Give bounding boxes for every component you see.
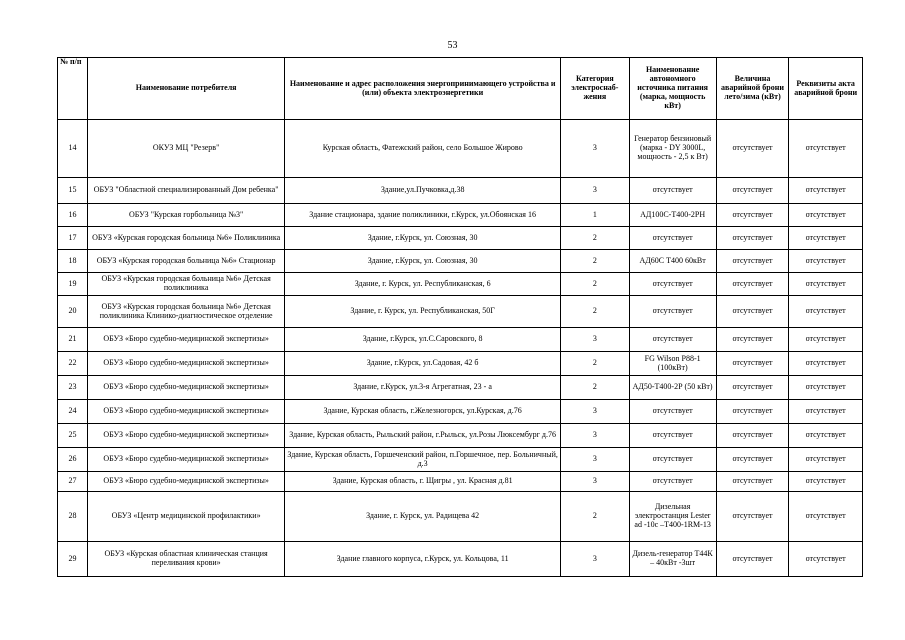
page-number: 53 <box>447 40 458 51</box>
reserve-value-cell: отсутствует <box>716 352 789 376</box>
category-cell: 3 <box>561 472 629 492</box>
address-cell: Здание, Курская область, Горшеченский район, п.Горшечное, пер. Больничный, д.3 <box>285 448 561 472</box>
category-cell: 3 <box>561 400 629 424</box>
emergency-power-table <box>57 57 863 577</box>
power-source-cell: отсутствует <box>629 273 716 296</box>
table-row <box>58 178 863 204</box>
reserve-value-cell: отсутствует <box>716 328 789 352</box>
address-cell: Здание, г.Курск, ул. Союзная, 30 <box>285 250 561 273</box>
table-row <box>58 400 863 424</box>
reserve-value-cell: отсутствует <box>716 376 789 400</box>
act-details-cell: отсутствует <box>789 400 863 424</box>
row-number-cell: 16 <box>58 204 88 227</box>
header-consumer-name: Наименование потребителя <box>88 58 285 120</box>
act-details-cell: отсутствует <box>789 448 863 472</box>
row-number-cell: 25 <box>58 424 88 448</box>
power-source-cell: АД100С-Т400-2РН <box>629 204 716 227</box>
power-source-cell: FG Wilson P88-1 (100кВт) <box>629 352 716 376</box>
power-source-cell: отсутствует <box>629 472 716 492</box>
power-source-cell: Дизель-генератор Т44К – 40кВт -3шт <box>629 542 716 577</box>
category-cell: 3 <box>561 424 629 448</box>
category-cell: 3 <box>561 448 629 472</box>
category-cell: 2 <box>561 250 629 273</box>
consumer-name-cell: ОБУЗ «Курская городская больница №6» Детская поликлиника Клинико-диагностическое отделение <box>88 296 285 328</box>
row-number-cell: 23 <box>58 376 88 400</box>
consumer-name-cell: ОБУЗ «Курская городская больница №6» Детская поликлиника <box>88 273 285 296</box>
act-details-cell: отсутствует <box>789 178 863 204</box>
category-cell: 2 <box>561 352 629 376</box>
power-source-cell: отсутствует <box>629 296 716 328</box>
category-cell: 2 <box>561 492 629 542</box>
row-number-cell: 22 <box>58 352 88 376</box>
table-row <box>58 448 863 472</box>
act-details-cell: отсутствует <box>789 376 863 400</box>
reserve-value-cell: отсутствует <box>716 227 789 250</box>
reserve-value-cell: отсутствует <box>716 492 789 542</box>
row-number-cell: 15 <box>58 178 88 204</box>
table-row <box>58 296 863 328</box>
address-cell: Здание, г.Курск, ул. Союзная, 30 <box>285 227 561 250</box>
header-category: Категория электроснаб-жения <box>561 58 629 120</box>
reserve-value-cell: отсутствует <box>716 120 789 178</box>
address-cell: Здание, г. Курск, ул. Республиканская, 50Г <box>285 296 561 328</box>
power-source-cell: отсутствует <box>629 178 716 204</box>
consumer-name-cell: ОБУЗ «Центр медицинской профилактики» <box>88 492 285 542</box>
row-number-cell: 14 <box>58 120 88 178</box>
reserve-value-cell: отсутствует <box>716 542 789 577</box>
act-details-cell: отсутствует <box>789 204 863 227</box>
row-number-cell: 17 <box>58 227 88 250</box>
reserve-value-cell: отсутствует <box>716 273 789 296</box>
table-row <box>58 204 863 227</box>
row-number-cell: 21 <box>58 328 88 352</box>
address-cell: Здание, Курская область, Рыльский район, г.Рыльск, ул.Розы Люксембург д.76 <box>285 424 561 448</box>
row-number-cell: 28 <box>58 492 88 542</box>
table-row <box>58 328 863 352</box>
address-cell: Здание, Курская область, г.Железногорск, ул.Курская, д.76 <box>285 400 561 424</box>
consumer-name-cell: ОБУЗ «Курская городская больница №6» Поликлиника <box>88 227 285 250</box>
address-cell: Здание, г.Курск, ул.Садовая, 42 б <box>285 352 561 376</box>
category-cell: 2 <box>561 227 629 250</box>
act-details-cell: отсутствует <box>789 542 863 577</box>
consumer-name-cell: ОБУЗ «Бюро судебно-медицинской экспертизы» <box>88 472 285 492</box>
row-number-cell: 24 <box>58 400 88 424</box>
power-source-cell: отсутствует <box>629 448 716 472</box>
address-cell: Здание, Курская область, г. Щигры , ул. Красная д.81 <box>285 472 561 492</box>
row-number-cell: 19 <box>58 273 88 296</box>
reserve-value-cell: отсутствует <box>716 250 789 273</box>
consumer-name-cell: ОБУЗ «Курская областная клиническая станция переливания крови» <box>88 542 285 577</box>
power-source-cell: Дизельная электростанция Lester ad -10с –Т400-1RM-13 <box>629 492 716 542</box>
consumer-name-cell: ОБУЗ «Бюро судебно-медицинской экспертизы» <box>88 424 285 448</box>
table-row <box>58 273 863 296</box>
consumer-name-cell: ОБУЗ «Бюро судебно-медицинской экспертизы» <box>88 400 285 424</box>
row-number-cell: 29 <box>58 542 88 577</box>
category-cell: 1 <box>561 204 629 227</box>
table-row <box>58 352 863 376</box>
reserve-value-cell: отсутствует <box>716 296 789 328</box>
act-details-cell: отсутствует <box>789 472 863 492</box>
header-power-source: Наименование автономного источника питания (марка, мощность кВт) <box>629 58 716 120</box>
act-details-cell: отсутствует <box>789 296 863 328</box>
address-cell: Здание, г. Курск, ул. Республиканская, 6 <box>285 273 561 296</box>
act-details-cell: отсутствует <box>789 120 863 178</box>
table-row <box>58 376 863 400</box>
table-header-row <box>58 58 863 120</box>
category-cell: 3 <box>561 120 629 178</box>
power-source-cell: Генератор бензиновый (марка - DY 3000L, мощность - 2,5 к Вт) <box>629 120 716 178</box>
header-number: № п/п <box>58 58 88 120</box>
category-cell: 2 <box>561 273 629 296</box>
consumer-name-cell: ОБУЗ «Бюро судебно-медицинской экспертизы» <box>88 448 285 472</box>
consumer-name-cell: ОБУЗ «Бюро судебно-медицинской экспертизы» <box>88 376 285 400</box>
table-row <box>58 424 863 448</box>
table-row <box>58 250 863 273</box>
row-number-cell: 20 <box>58 296 88 328</box>
address-cell: Курская область, Фатежский район, село Большое Жирово <box>285 120 561 178</box>
category-cell: 3 <box>561 542 629 577</box>
header-act-details: Реквизиты акта аварийной брони <box>789 58 863 120</box>
header-reserve-value: Величина аварийной брони лето/зима (кВт) <box>716 58 789 120</box>
category-cell: 2 <box>561 296 629 328</box>
table-row <box>58 542 863 577</box>
category-cell: 3 <box>561 178 629 204</box>
category-cell: 3 <box>561 328 629 352</box>
act-details-cell: отсутствует <box>789 328 863 352</box>
act-details-cell: отсутствует <box>789 352 863 376</box>
consumer-name-cell: ОБУЗ "Курская горбольница №3" <box>88 204 285 227</box>
address-cell: Здание стационара, здание поликлиники, г.Курск, ул.Обоянская 16 <box>285 204 561 227</box>
act-details-cell: отсутствует <box>789 492 863 542</box>
act-details-cell: отсутствует <box>789 273 863 296</box>
act-details-cell: отсутствует <box>789 424 863 448</box>
category-cell: 2 <box>561 376 629 400</box>
power-source-cell: АД60С Т400 60кВт <box>629 250 716 273</box>
row-number-cell: 26 <box>58 448 88 472</box>
act-details-cell: отсутствует <box>789 227 863 250</box>
power-source-cell: АД50-Т400-2Р (50 кВт) <box>629 376 716 400</box>
table-row <box>58 227 863 250</box>
consumer-name-cell: ОКУЗ МЦ "Резерв" <box>88 120 285 178</box>
reserve-value-cell: отсутствует <box>716 448 789 472</box>
reserve-value-cell: отсутствует <box>716 424 789 448</box>
consumer-name-cell: ОБУЗ «Бюро судебно-медицинской экспертизы» <box>88 352 285 376</box>
power-source-cell: отсутствует <box>629 227 716 250</box>
row-number-cell: 18 <box>58 250 88 273</box>
power-source-cell: отсутствует <box>629 400 716 424</box>
consumer-name-cell: ОБУЗ "Областной специализированный Дом ребенка" <box>88 178 285 204</box>
reserve-value-cell: отсутствует <box>716 178 789 204</box>
address-cell: Здание главного корпуса, г.Курск, ул. Кольцова, 11 <box>285 542 561 577</box>
reserve-value-cell: отсутствует <box>716 400 789 424</box>
table-row <box>58 120 863 178</box>
address-cell: Здание, г.Курск, ул.3-я Агрегатная, 23 - а <box>285 376 561 400</box>
consumer-name-cell: ОБУЗ «Курская городская больница №6» Стационар <box>88 250 285 273</box>
address-cell: Здание,ул.Пучковка,д.38 <box>285 178 561 204</box>
address-cell: Здание, г.Курск, ул.С.Саровского, 8 <box>285 328 561 352</box>
address-cell: Здание, г. Курск, ул. Радищева 42 <box>285 492 561 542</box>
table-row <box>58 472 863 492</box>
reserve-value-cell: отсутствует <box>716 472 789 492</box>
header-address: Наименование и адрес расположения энергопринимающего устройства и (или) объекта электроэнергетики <box>285 58 561 120</box>
power-source-cell: отсутствует <box>629 328 716 352</box>
power-source-cell: отсутствует <box>629 424 716 448</box>
reserve-value-cell: отсутствует <box>716 204 789 227</box>
act-details-cell: отсутствует <box>789 250 863 273</box>
consumer-name-cell: ОБУЗ «Бюро судебно-медицинской экспертизы» <box>88 328 285 352</box>
row-number-cell: 27 <box>58 472 88 492</box>
table-row <box>58 492 863 542</box>
